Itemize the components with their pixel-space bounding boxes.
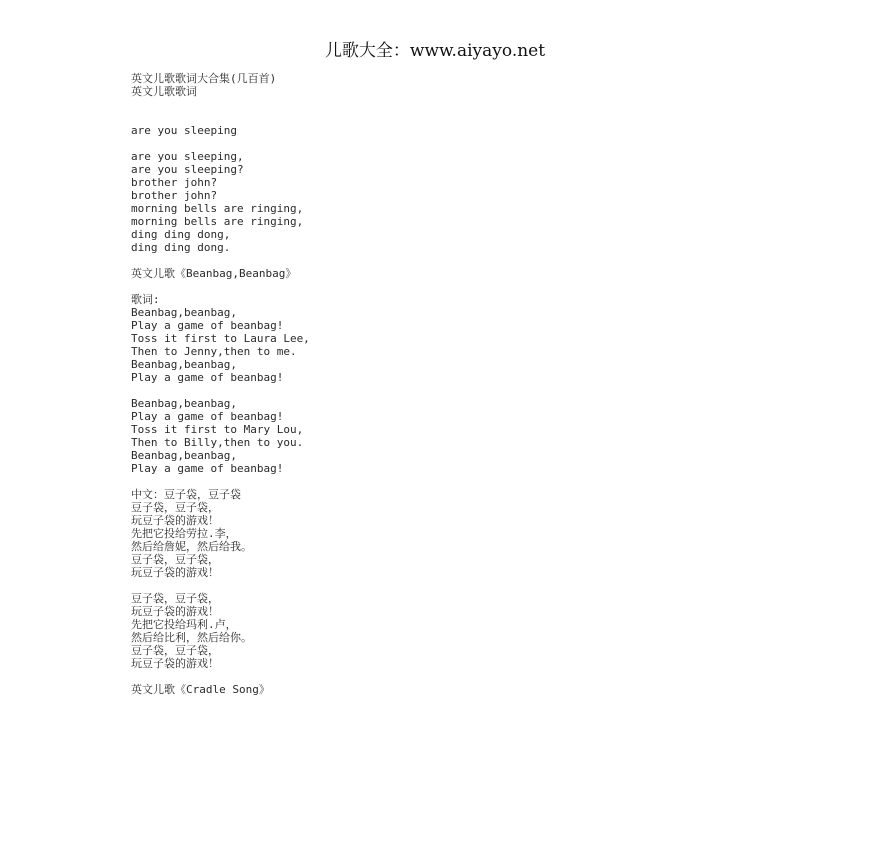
lyric-line: 玩豆子袋的游戏！ <box>131 657 219 670</box>
lyric-line: Play a game of beanbag! <box>131 371 284 384</box>
lyric-line: are you sleeping, <box>131 150 244 163</box>
site-header: 儿歌大全：www.aiyayo.net <box>324 41 546 61</box>
lyric-line: Play a game of beanbag! <box>131 319 284 332</box>
lyric-line: morning bells are ringing, <box>131 215 304 228</box>
lyric-line: morning bells are ringing, <box>131 202 304 215</box>
song-title: 英文儿歌《Beanbag,Beanbag》 <box>131 267 297 280</box>
lyric-line: 然后给比利，然后给你。 <box>131 631 252 644</box>
lyric-line: 歌词: <box>131 293 160 306</box>
lyric-line: 玩豆子袋的游戏！ <box>131 605 219 618</box>
doc-subtitle: 英文儿歌歌词 <box>131 85 197 98</box>
lyric-line: ding ding dong. <box>131 241 231 254</box>
lyric-line: brother john? <box>131 189 218 202</box>
lyric-line: 中文：豆子袋，豆子袋 <box>131 488 241 501</box>
doc-title: 英文儿歌歌词大合集(几百首) <box>131 72 277 85</box>
lyric-line: 豆子袋，豆子袋， <box>131 644 219 657</box>
lyric-line: Toss it first to Mary Lou, <box>131 423 304 436</box>
lyric-line: Beanbag,beanbag, <box>131 449 237 462</box>
lyric-line: Play a game of beanbag! <box>131 410 284 423</box>
song-title: 英文儿歌《Cradle Song》 <box>131 683 270 696</box>
lyric-line: Toss it first to Laura Lee, <box>131 332 310 345</box>
lyric-line: Beanbag,beanbag, <box>131 358 237 371</box>
lyric-line: 先把它投给劳拉.李， <box>131 527 237 540</box>
lyric-line: brother john? <box>131 176 218 189</box>
lyric-line: Play a game of beanbag! <box>131 462 284 475</box>
song-title: are you sleeping <box>131 124 237 137</box>
lyric-line: 豆子袋，豆子袋， <box>131 553 219 566</box>
lyric-line: Then to Billy,then to you. <box>131 436 304 449</box>
lyric-line: 然后给詹妮，然后给我。 <box>131 540 252 553</box>
lyric-line: 豆子袋，豆子袋， <box>131 501 219 514</box>
lyrics-document <box>131 72 310 696</box>
lyric-line: Beanbag,beanbag, <box>131 397 237 410</box>
lyric-line: 先把它投给玛利.卢， <box>131 618 237 631</box>
lyric-line: are you sleeping? <box>131 163 244 176</box>
lyric-line: 豆子袋，豆子袋， <box>131 592 219 605</box>
lyric-line: 玩豆子袋的游戏！ <box>131 566 219 579</box>
lyric-line: ding ding dong, <box>131 228 231 241</box>
lyric-line: 玩豆子袋的游戏！ <box>131 514 219 527</box>
lyric-line: Then to Jenny,then to me. <box>131 345 297 358</box>
lyric-line: Beanbag,beanbag, <box>131 306 237 319</box>
